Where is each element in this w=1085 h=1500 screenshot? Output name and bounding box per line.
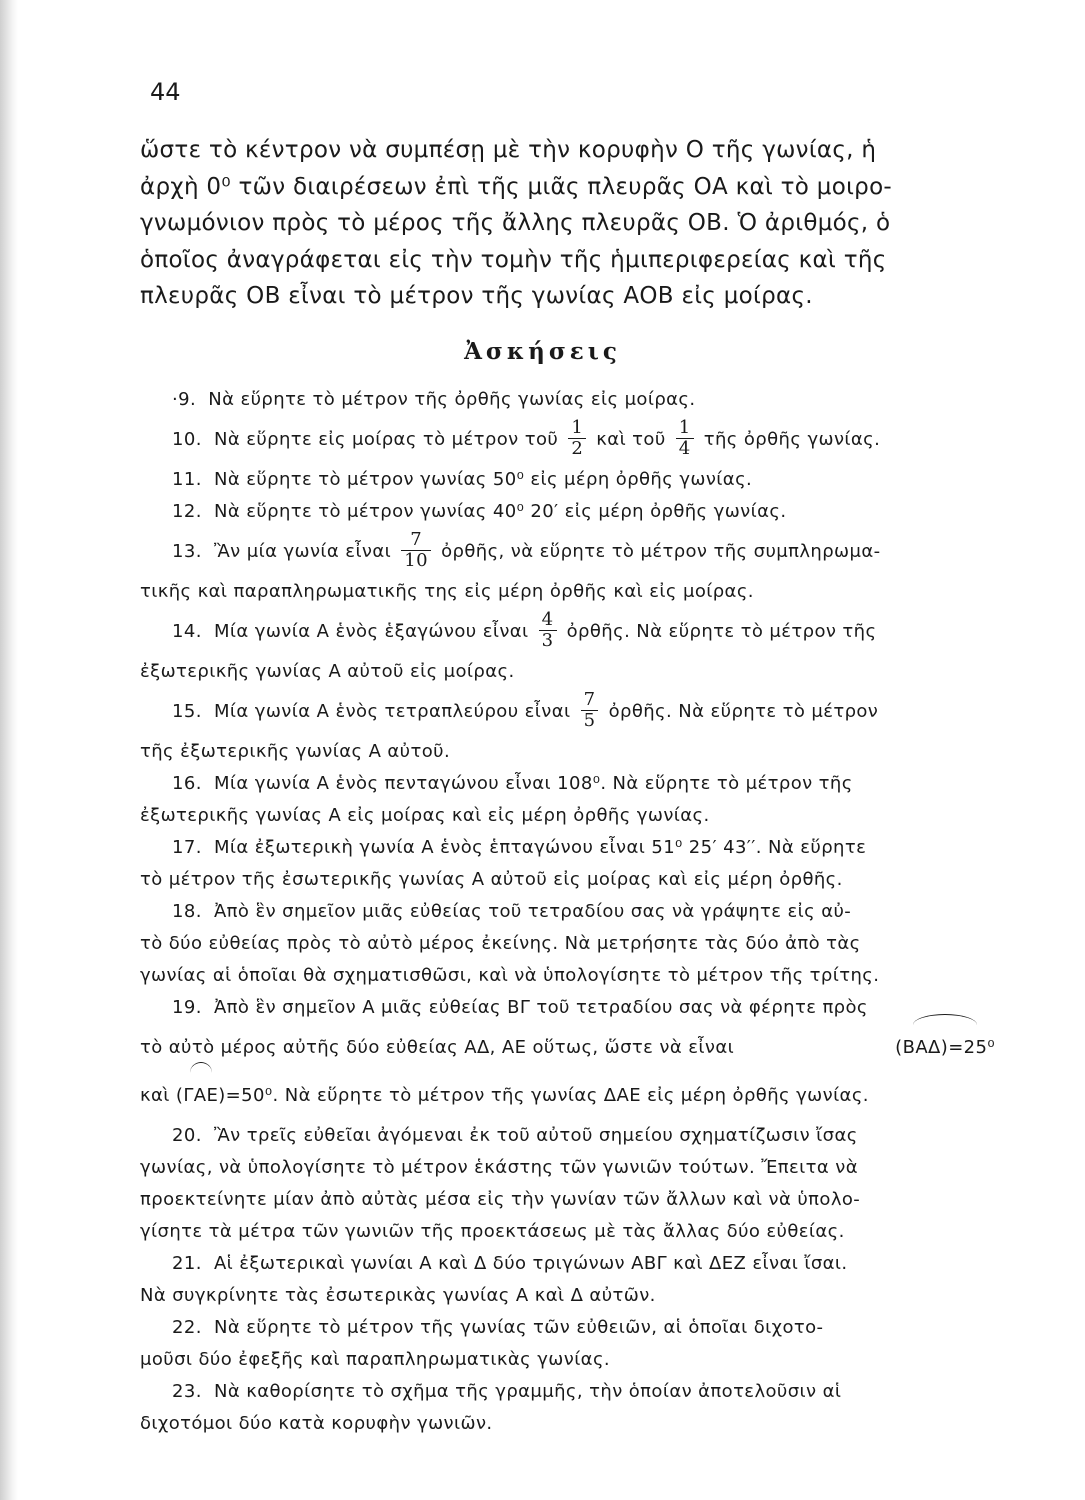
exercise-text: Ἂν μία γωνία εἶναι [213,541,392,562]
fraction [581,690,599,731]
exercise-text: Μία γωνία Α ἑνὸς πενταγώνου εἶναι 108⁰. Νὰ εὕρητε τὸ μέτρον τῆς [213,773,853,794]
fraction [676,418,694,459]
exercise-number: 21. [172,1253,202,1274]
exercise-14-continued: ἐξωτερικῆς γωνίας Α αὐτοῦ εἰς μοίρας. [140,661,515,682]
exercise-text: Νὰ εὕρητε τὸ μέτρον τῆς ὀρθῆς γωνίας εἰς μοίρας. [208,389,696,410]
section-heading: Ἀσκήσεις [464,338,621,365]
denominator: 10 [401,550,431,571]
numerator: 4 [541,608,554,630]
exercise-23 [140,1376,995,1408]
denominator: 4 [676,438,694,459]
exercise-text: Ἀπὸ ἓν σημεῖον μιᾶς εὐθείας τοῦ τετραδίου σας νὰ γράψητε εἰς αὐ- [213,901,852,922]
exercise-text: ὀρθῆς. Νὰ εὕρητε τὸ μέτρον τῆς [566,621,877,642]
numerator: 7 [410,528,423,550]
denominator: 5 [581,710,599,731]
exercise-number: ·9. [172,389,197,410]
exercise-12 [140,496,995,528]
exercise-20-continued: γίσητε τὰ μέτρα τῶν γωνιῶν τῆς προεκτάσεως μὲ τὰς ἄλλας δύο εὐθείας. [140,1221,845,1242]
fraction [568,418,586,459]
exercise-number: 22. [172,1317,202,1338]
exercise-17-continued: τὸ μέτρον τῆς ἐσωτερικῆς γωνίας Α αὐτοῦ εἰς μοίρας καὶ εἰς μέρη ὀρθῆς. [140,869,843,890]
exercise-20 [140,1120,995,1152]
angle-bad: (ΒΑΔ)=25⁰ [895,1024,995,1072]
exercise-text: Μία γωνία Α ἑνὸς τετραπλεύρου εἶναι [213,701,571,722]
scan-edge-shadow [0,0,18,1500]
exercise-number: 17. [172,837,202,858]
exercise-text: Νὰ καθορίσητε τὸ σχῆμα τῆς γραμμῆς, τὴν ὁποίαν ἀποτελοῦσιν αἱ [213,1381,842,1402]
denominator: 3 [539,630,557,651]
intro-line: ἀρχὴ 0⁰ τῶν διαιρέσεων ἐπὶ τῆς μιᾶς πλευρᾶς ΟΑ καὶ τὸ μοιρο- [140,173,893,200]
exercise-18-continued: γωνίας αἱ ὁποῖαι θὰ σχηματισθῶσι, καὶ νὰ ὑπολογίσητε τὸ μέτρον τῆς τρίτης. [140,965,880,986]
page-number: 44 [150,78,181,106]
exercise-text: καὶ τοῦ [596,429,666,450]
exercise-number: 13. [172,541,202,562]
exercise-20-continued: γωνίας, νὰ ὑπολογίσητε τὸ μέτρον ἑκάστης τῶν γωνιῶν τούτων. Ἔπειτα νὰ [140,1157,858,1178]
exercise-22-continued: μοῦσι δύο ἐφεξῆς καὶ παραπληρωματικὰς γωνίας. [140,1349,611,1370]
exercise-16-continued: ἐξωτερικῆς γωνίας Α εἰς μοίρας καὶ εἰς μέρη ὀρθῆς γωνίας. [140,805,710,826]
exercise-text: Νὰ εὕρητε τὸ μέτρον τῆς γωνίας τῶν εὐθειῶν, αἱ ὁποῖαι διχοτο- [213,1317,824,1338]
exercise-19-continued [140,1072,995,1120]
intro-line: γνωμόνιον πρὸς τὸ μέρος τῆς ἄλλης πλευρᾶς ΟΒ. Ὁ ἀριθμός, ὁ [140,210,891,236]
fraction [539,610,557,651]
exercise-23-continued: διχοτόμοι δύο κατὰ κορυφὴν γωνιῶν. [140,1413,493,1434]
exercise-number: 10. [172,429,202,450]
exercise-19 [140,992,995,1024]
exercise-list [140,384,995,1440]
exercise-21 [140,1248,995,1280]
fraction [401,530,431,571]
exercise-text: καὶ ( [140,1085,184,1106]
exercise-17 [140,832,995,864]
exercise-14 [140,608,995,656]
exercise-18 [140,896,995,928]
exercise-text: )=50⁰. Νὰ εὕρητε τὸ μέτρον τῆς γωνίας ΔΑΕ εἰς μέρη ὀρθῆς γωνίας. [218,1085,869,1106]
exercise-number: 19. [172,997,202,1018]
intro-line: ὥστε τὸ κέντρον νὰ συμπέσῃ μὲ τὴν κορυφὴν Ο τῆς γωνίας, ἡ [140,137,877,163]
exercise-text: Νὰ εὕρητε τὸ μέτρον γωνίας 40⁰ 20′ εἰς μέρη ὀρθῆς γωνίας. [213,501,787,522]
exercise-number: 18. [172,901,202,922]
exercise-text: Νὰ εὕρητε τὸ μέτρον γωνίας 50⁰ εἰς μέρη ὀρθῆς γωνίας. [213,469,753,490]
exercise-text: τὸ αὐτὸ μέρος αὐτῆς δύο εὐθείας ΑΔ, ΑΕ οὕτως, ὥστε νὰ εἶναι [140,1037,735,1058]
numerator: 1 [571,416,584,438]
exercise-11 [140,464,995,496]
exercise-15-continued: τῆς ἐξωτερικῆς γωνίας Α αὐτοῦ. [140,741,451,762]
exercise-16 [140,768,995,800]
exercise-10 [140,416,995,464]
numerator: 7 [583,688,596,710]
exercise-13 [140,528,995,576]
exercise-15 [140,688,995,736]
exercise-text: Μία ἐξωτερικὴ γωνία Α ἑνὸς ἑπταγώνου εἶναι 51⁰ 25′ 43′′. Νὰ εὕρητε [213,837,867,858]
exercise-20-continued: προεκτείνητε μίαν ἀπὸ αὐτὰς μέσα εἰς τὴν γωνίαν τῶν ἄλλων καὶ νὰ ὑπολο- [140,1189,861,1210]
numerator: 1 [678,416,691,438]
exercise-21-continued: Νὰ συγκρίνητε τὰς ἐσωτερικὰς γωνίας Α καὶ Δ αὐτῶν. [140,1285,656,1306]
exercise-text: Ἂν τρεῖς εὐθεῖαι ἀγόμεναι ἐκ τοῦ αὐτοῦ σημείου σχηματίζωσιν ἴσας [213,1125,858,1146]
denominator: 2 [568,438,586,459]
angle-gae: ΓΑΕ [183,1072,218,1120]
exercise-number: 23. [172,1381,202,1402]
exercise-text: ὀρθῆς, νὰ εὕρητε τὸ μέτρον τῆς συμπληρωμα- [441,541,881,562]
exercise-text: ὀρθῆς. Νὰ εὕρητε τὸ μέτρον [608,701,879,722]
exercise-number: 14. [172,621,202,642]
exercise-number: 20. [172,1125,202,1146]
exercise-18-continued: τὸ δύο εὐθείας πρὸς τὸ αὐτὸ μέρος ἐκείνης. Νὰ μετρήσητε τὰς δύο ἀπὸ τὰς [140,933,861,954]
exercise-text: Νὰ εὕρητε εἰς μοίρας τὸ μέτρον τοῦ [213,429,559,450]
exercise-number: 16. [172,773,202,794]
exercise-22 [140,1312,995,1344]
exercise-19-continued [140,1024,995,1072]
exercise-number: 11. [172,469,202,490]
exercise-text: Αἱ ἐξωτερικαὶ γωνίαι Α καὶ Δ δύο τριγώνων ΑΒΓ καὶ ΔΕΖ εἶναι ἴσαι. [213,1253,848,1274]
exercise-number: 12. [172,501,202,522]
exercise-text: Μία γωνία Α ἑνὸς ἑξαγώνου εἶναι [213,621,529,642]
intro-paragraph [140,132,1000,315]
exercise-text: Ἀπὸ ἓν σημεῖον Α μιᾶς εὐθείας ΒΓ τοῦ τετραδίου σας νὰ φέρητε πρὸς [213,997,868,1018]
intro-line: πλευρᾶς ΟΒ εἶναι τὸ μέτρον τῆς γωνίας ΑΟΒ εἰς μοίρας. [140,283,813,309]
exercise-number: 15. [172,701,202,722]
exercise-13-continued: τικῆς καὶ παραπληρωματικῆς της εἰς μέρη ὀρθῆς καὶ εἰς μοίρας. [140,581,754,602]
exercise-text: τῆς ὀρθῆς γωνίας. [703,429,881,450]
intro-line: ὁποῖος ἀναγράφεται εἰς τὴν τομὴν τῆς ἡμιπεριφερείας καὶ τῆς [140,246,887,273]
exercise-9 [140,384,995,416]
